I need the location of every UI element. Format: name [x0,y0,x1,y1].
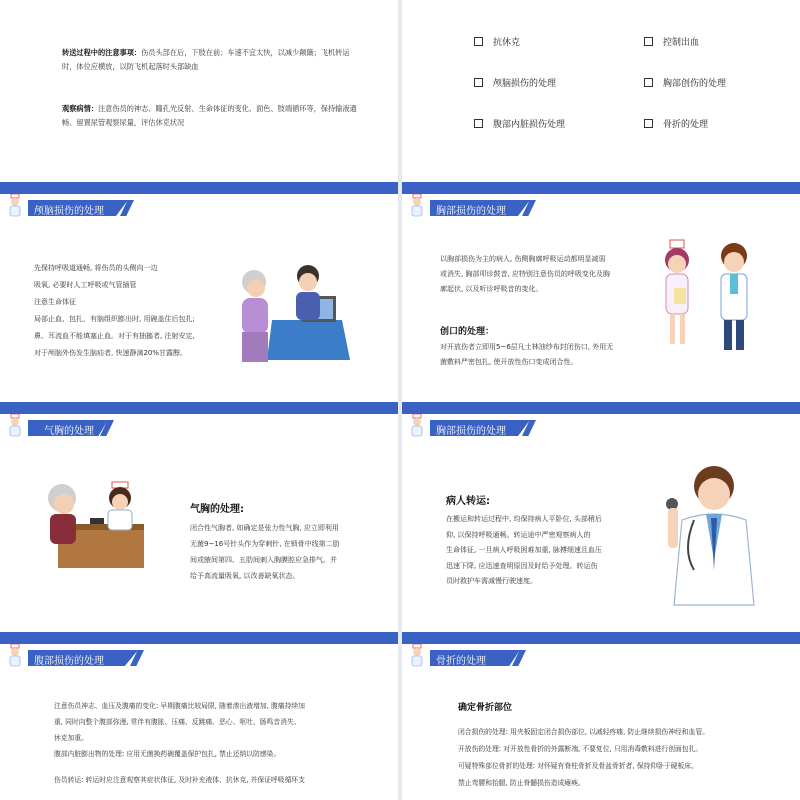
slide-brain-injury [0,182,398,402]
transport-notes-paragraph [62,46,362,74]
checklist-label: 骨折的处理 [663,120,709,130]
text-line: 给予高流量吸氧, 以改善缺氧状态。 [190,572,300,580]
slide-abdominal-injury [0,632,398,800]
checklist-item[interactable] [474,117,565,130]
text-line: 迅速下降, 应迅速查明原因及时给予处理。转运伤 [446,561,598,570]
checkbox-icon[interactable] [474,78,483,87]
text-line: 重, 同时向整个腹部弥漫, 常伴有腹胀、压痛、反跳痛、恶心、呕吐、肠鸣音消失、 [54,718,301,726]
checklist-item[interactable] [474,76,556,89]
text-line: 注意伤员神志、血压及腹痛的变化: 早期腹痛比较局限, 随着渗出液增加, 腹痛持续加 [54,702,305,710]
text-line: 开放伤的处理: 对开放性骨折的外露断端, 不要复位, 只用消毒敷料进行创面包扎。 [458,745,703,753]
checklist-label: 控制出血 [663,38,700,48]
nurse-mascot-icon [408,644,426,668]
text-line: 或消失, 胸部叩诊鼓音, 应特别注意伤员的呼吸变化及胸 [440,270,610,278]
text-line: 休克加重。 [54,734,88,742]
nurse-mascot-icon [6,644,24,668]
slide-title: 颅脑损伤的处理 [34,206,104,217]
header-band [402,402,800,414]
observe-condition-paragraph [62,102,362,130]
doctor-stethoscope-illustration [654,460,774,610]
text-line: 员时救护车需减慢行驶速度。 [446,577,537,585]
slide-treatment-checklist [402,0,800,182]
text-line: 仰, 以保持呼吸通畅。转运途中严密观察病人的 [446,530,591,539]
text-line: 在搬运和转运过程中, 均保持病人平卧位, 头部稍后 [446,515,602,523]
checklist-label: 腹部内脏损伤处理 [493,120,566,130]
header-band [0,182,398,194]
nurse-patient-illustration [38,478,156,588]
text-line: 间或腋间第四、五肋间刺入胸膜腔应急排气。并 [190,556,337,564]
nurse-mascot-icon [408,414,426,438]
text-line: 腹部内脏膨出物的处理: 应用无菌换药碗覆盖保护包扎, 禁止还纳以防感染。 [54,750,281,758]
slide-header [402,198,800,218]
checklist-item[interactable] [644,35,699,48]
slide-title: 胸部损伤的处理 [436,426,506,437]
doctor-patient-illustration [232,260,362,370]
slide-title: 气胸的处理 [44,426,94,437]
fracture-heading: 确定骨折部位 [458,703,513,713]
checklist-item[interactable] [644,117,708,130]
text-line: 局部止血、包扎，有脑组织膨出时, 用碗盖住后包扎; [34,315,195,323]
fracture-text [458,724,794,792]
text-line: 无菌9~16号针头作为穿刺针, 在锁骨中线第二肋 [190,540,340,548]
text-line: 生命体征, 一旦病人呼吸困难加重, 脉搏细速且血压 [446,546,602,554]
checklist-label: 胸部创伤的处理 [663,79,727,89]
text-line: 闭合损伤的处理: 用夹板固定闭合损伤部位, 以减轻疼痛, 防止继续损伤神经和血管。 [458,728,709,736]
text-line: 廓起伏, 以及听诊呼吸音的变化。 [440,285,543,293]
text-line: 伤员转运: 转运时应注意观察其症状体征, 及时补充液体、抗休克, 并保证呼吸循环支 [54,776,305,784]
slide-pneumothorax [0,402,398,632]
nurse-mascot-icon [6,194,24,218]
slide-header [0,418,398,438]
checkbox-icon[interactable] [644,37,653,46]
header-band [402,182,800,194]
text-line: 菌敷料严密包扎, 使开放性伤口变成闭合性。 [440,358,578,366]
checklist-item[interactable] [474,35,520,48]
transport-heading: 病人转运: [446,496,490,507]
observe-condition-label: 观察病情： [62,104,98,113]
slide-header [0,198,398,218]
checkbox-icon[interactable] [474,37,483,46]
transport-notes-text: 伤员头部在后，下肢在前；车速不宜太快，以减少颠簸；飞机转运时，体位应横放，以防飞机起落时头部缺血 [62,48,350,71]
slide-patient-transport [402,402,800,632]
nurse-mascot-icon [6,414,24,438]
slide-title: 腹部损伤的处理 [34,656,104,667]
checklist-label: 抗休克 [493,38,521,48]
text-line: 注意生命体征 [34,298,76,306]
wound-treatment-heading: 创口的处理： [440,327,495,337]
nurse-mascot-icon [408,194,426,218]
pneumothorax-text [190,520,390,584]
text-line: 先保持呼吸道通畅, 将伤员的头侧向一边 [34,264,158,272]
header-band [0,402,398,414]
text-line: 闭合性气胸者, 如确定是张力性气胸, 应立即利用 [190,524,339,532]
checklist-label: 颅脑损伤的处理 [493,79,557,89]
checklist-item[interactable] [644,76,726,89]
text-line: 吸氧, 必要时人工呼吸或气管插管 [34,281,137,289]
text-line: 鼻、耳流血不能填塞止血。对于有抽搐者, 注射安定, [34,332,195,340]
pneumothorax-heading: 气胸的处理: [190,504,244,515]
text-line: 禁止弯腰和抬腿, 防止脊髓损伤造成瘫痪。 [458,779,585,787]
checkbox-icon[interactable] [474,119,483,128]
wound-treatment-text [440,340,650,370]
brain-injury-text [34,260,264,362]
slide-transport-notes [0,0,398,182]
slide-fracture [402,632,800,800]
text-line: 以胸部损伤为主的病人, 伤侧胸廓呼吸运动都明显减弱 [440,255,606,263]
checkbox-icon[interactable] [644,78,653,87]
text-line: 可疑特殊部位骨折的处理: 对怀疑有脊柱骨折及骨盆骨折者, 保持仰卧于硬板床。 [458,762,698,770]
slide-title: 骨折的处理 [436,656,486,667]
transport-notes-label: 转送过程中的注意事项： [62,48,142,57]
chest-injury-text [440,252,650,297]
observe-condition-text: 注意伤员的神志、瞳孔光反射、生命体征的变化、面色、肢端循环等，保持输液通畅、留置尿管观察尿量，评估休克状况 [62,104,357,127]
text-line: 对开放伤者立即用5~6层凡士林油纱布封闭伤口, 外用无 [440,343,614,351]
text-line: 对于颅脑外伤发生脑疝者, 快速静滴20%甘露醇。 [34,349,188,357]
doctor-nurse-illustration [654,238,764,358]
slide-header [0,648,398,668]
slide-header [402,418,800,438]
abdominal-injury-text [54,698,394,788]
checkbox-icon[interactable] [644,119,653,128]
transport-text [446,512,646,590]
header-band [0,632,398,644]
slide-header [402,648,800,668]
text-line [54,762,394,772]
header-band [402,632,800,644]
slide-chest-injury [402,182,800,402]
slide-title: 胸部损伤的处理 [436,206,506,217]
